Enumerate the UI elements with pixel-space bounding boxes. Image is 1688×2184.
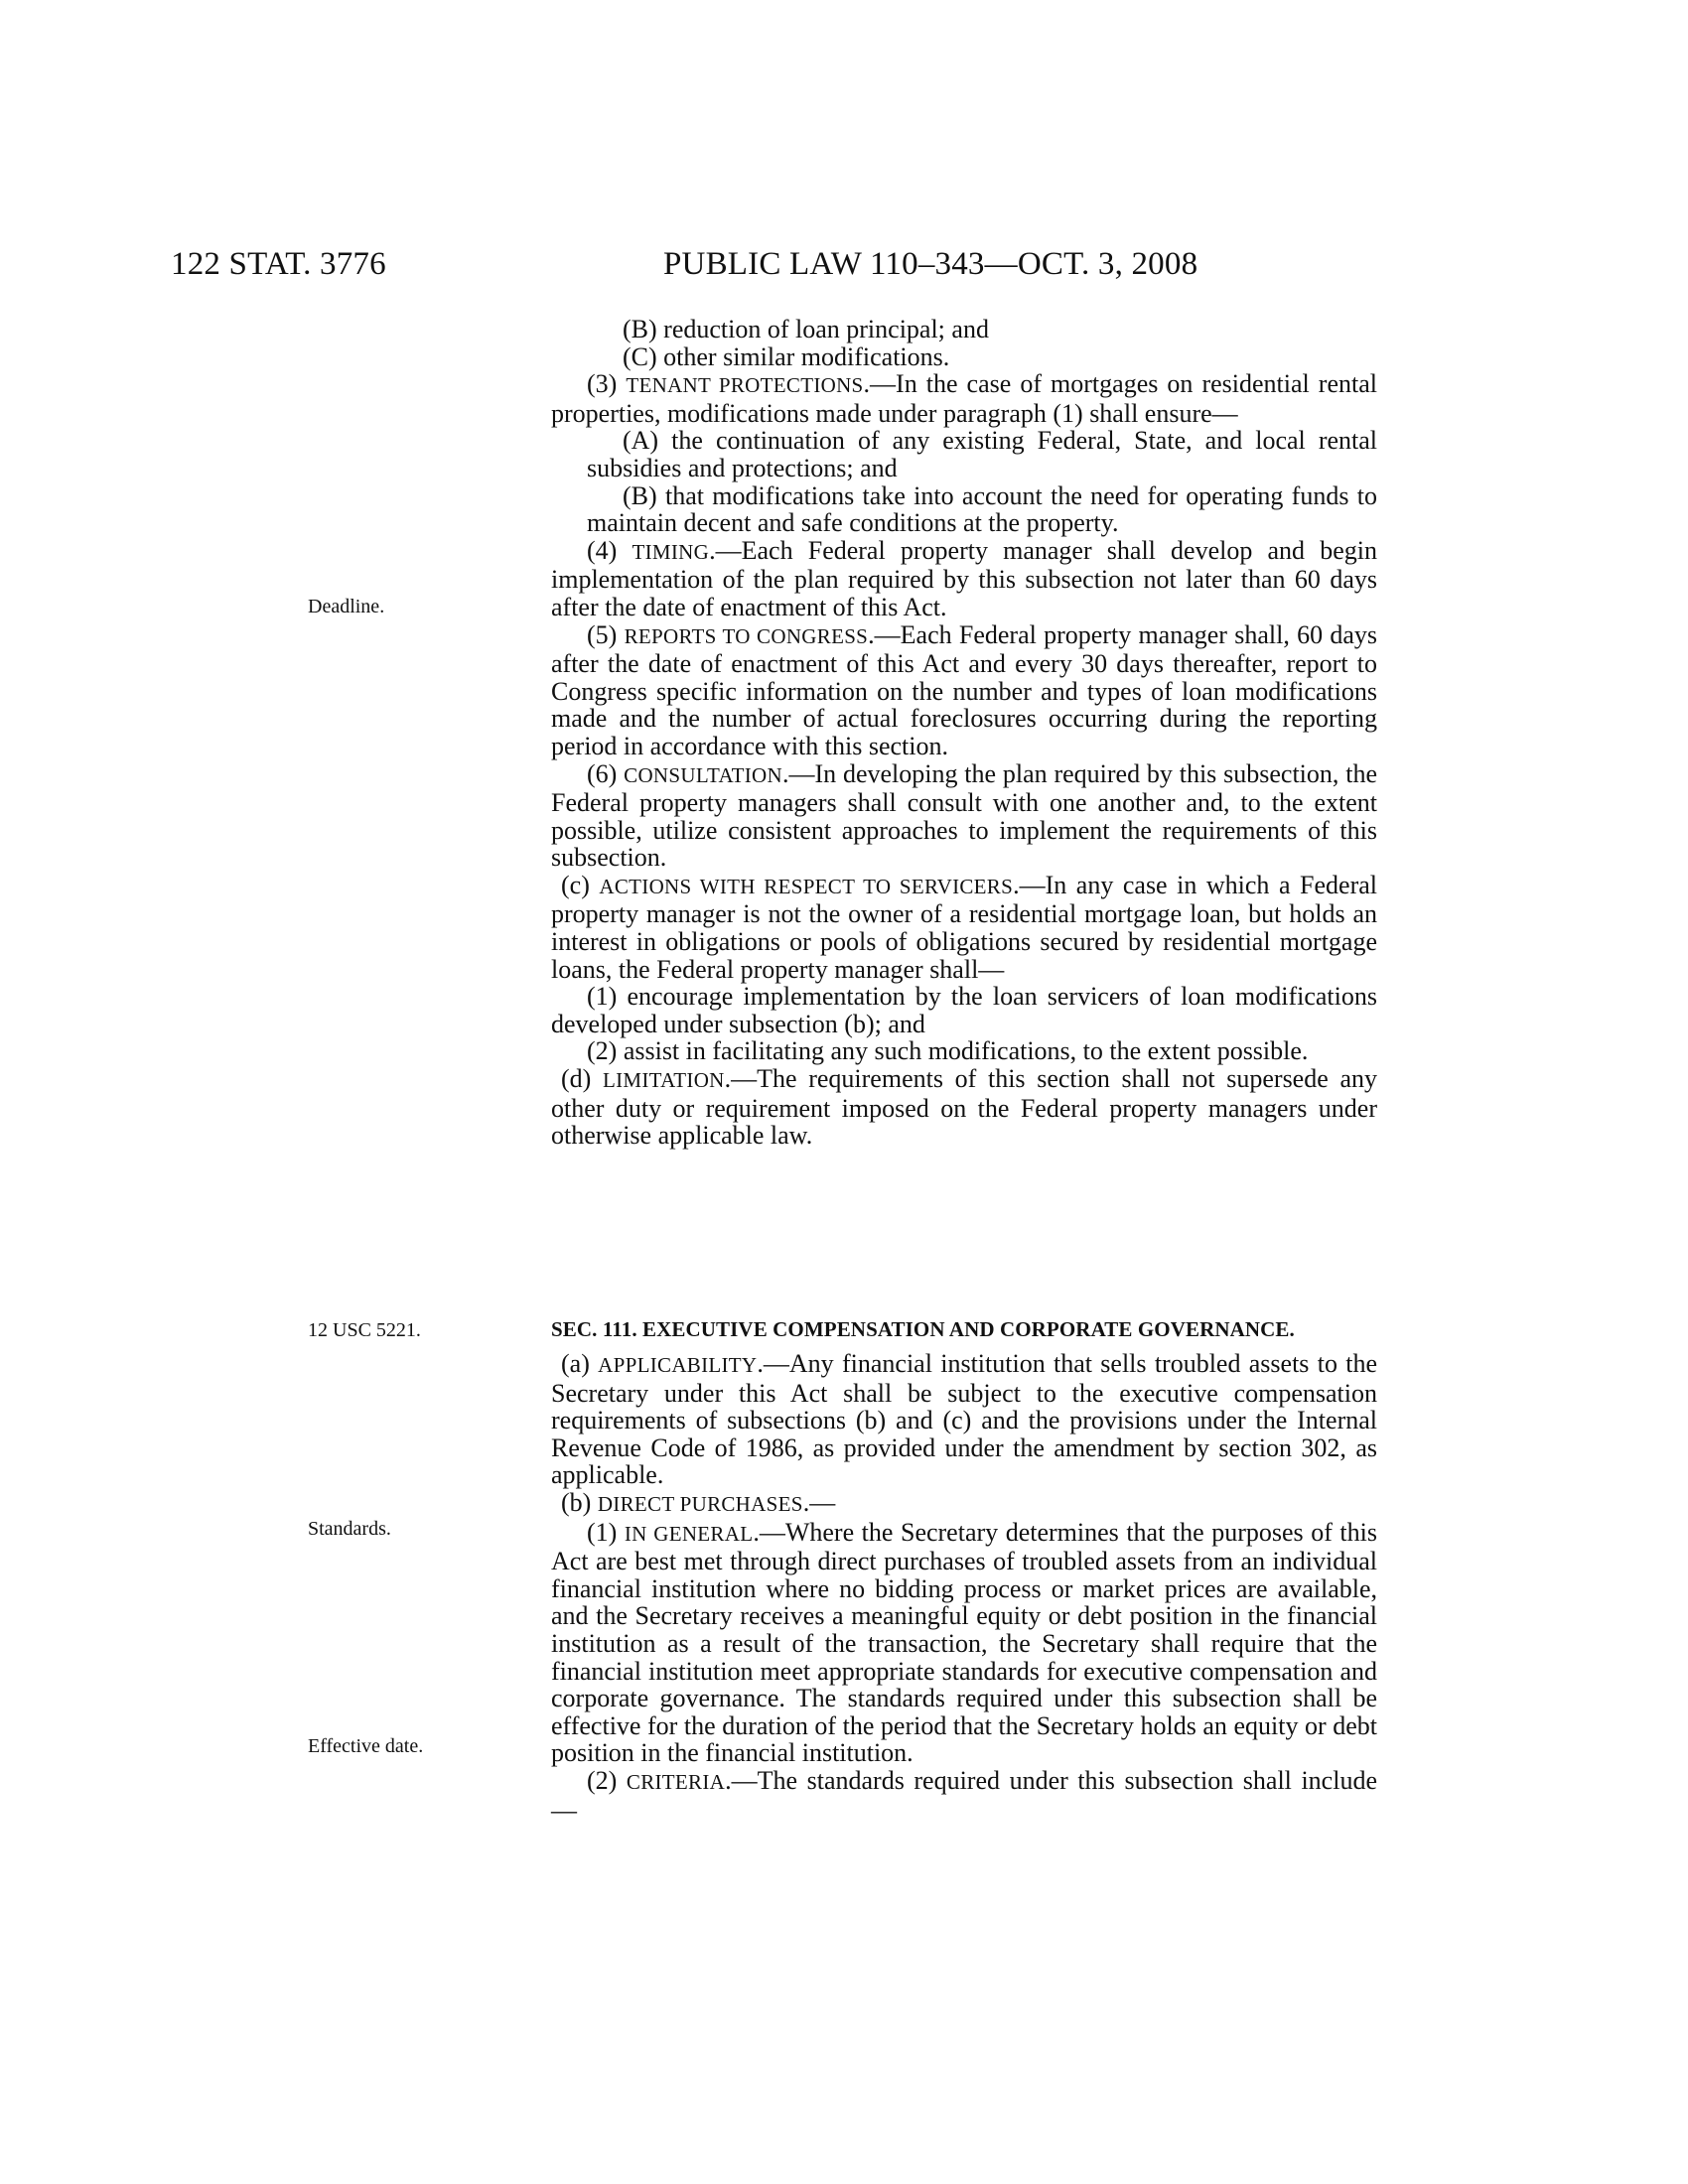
paragraph-heading: CRITERIA <box>626 1769 726 1794</box>
body-text-block-2 <box>551 1350 1377 1824</box>
paragraph-4-timing <box>551 537 1377 621</box>
subsection-a-applicability <box>551 1350 1377 1489</box>
paragraph-heading: CONSULTATION <box>624 762 782 787</box>
paragraph-number: (6) <box>587 758 625 788</box>
margin-note-usc: 12 USC 5221. <box>308 1319 421 1341</box>
subsection-c-servicers <box>551 872 1377 983</box>
paragraph-5-reports <box>551 621 1377 760</box>
body-text-block-1 <box>551 316 1377 1150</box>
subparagraph-3a: (A) the continuation of any existing Federal, State, and local rental subsidies and protections; and <box>587 426 1377 482</box>
paragraph-heading: DIRECT PURCHASES <box>597 1491 803 1516</box>
paragraph-number: (2) <box>587 1765 627 1795</box>
paragraph-number: (4) <box>587 535 633 565</box>
paragraph-c1: (1) encourage implementation by the loan servicers of loan modifications developed under subsection (b); and <box>551 982 1377 1038</box>
paragraph-number: (3) <box>587 369 627 399</box>
subparagraph-c-other: (C) other similar modifications. <box>623 341 950 371</box>
subsection-b-direct-purchases <box>551 1489 1377 1519</box>
paragraph-heading: APPLICABILITY <box>598 1353 758 1377</box>
paragraph-text: .—In developing the plan required by this subsection, the Federal property managers shall consult with one another and, to the extent possible, utilize consistent approaches to implement the requirements of this subsection. <box>551 758 1377 873</box>
margin-note-standards: Standards. <box>308 1518 391 1540</box>
paragraph-text: .— <box>802 1487 836 1517</box>
paragraph-number: (b) <box>561 1487 598 1517</box>
paragraph-3-tenant-protections <box>551 370 1377 427</box>
paragraph-heading: IN GENERAL <box>624 1521 754 1546</box>
subsection-d-limitation <box>551 1065 1377 1150</box>
section-heading: SEC. 111. EXECUTIVE COMPENSATION AND CORPORATE GOVERNANCE. <box>551 1317 1295 1341</box>
paragraph-number: (5) <box>587 619 625 649</box>
paragraph-heading: TENANT PROTECTIONS <box>626 373 864 398</box>
paragraph-text: .—Each Federal property manager shall, 60 days after the date of enactment of this Act and every 30 days thereafter, report to Congress specific information on the number and types of loan modifications made and the number of actual foreclosures occurring during the reporting period in accordance with this section. <box>551 619 1377 760</box>
paragraph-text: .—In any case in which a Federal property manager is not the owner of a residential mortgage loan, but holds an interest in obligations or pools of obligations secured by residential mortgage loans, the Federal property manager shall— <box>551 870 1378 984</box>
paragraph-text: .—In the case of mortgages on residential rental properties, modifications made under paragraph (1) shall ensure— <box>551 369 1377 428</box>
paragraph-number: (a) <box>561 1349 599 1378</box>
paragraph-text: .—The standards required under this subsection shall include— <box>551 1765 1377 1825</box>
paragraph-number: (1) <box>587 1517 625 1547</box>
paragraph-heading: LIMITATION <box>603 1068 725 1093</box>
paragraph-text: .—Any financial institution that sells troubled assets to the Secretary under this Act shall be subject to the executive compensation requirements of subsections (b) and (c) and the provisions under the Internal Revenue Code of 1986, as provided under the amendment by section 302, as applicable. <box>551 1349 1378 1490</box>
margin-note-effective-date: Effective date. <box>308 1735 424 1757</box>
paragraph-b2-criteria <box>551 1767 1377 1824</box>
paragraph-text: .—The requirements of this section shall not supersede any other duty or requirement imposed on the Federal property managers under otherwise applicable law. <box>551 1064 1377 1151</box>
paragraph-heading: TIMING <box>632 539 710 564</box>
paragraph-number: (c) <box>561 870 600 899</box>
paragraph-6-consultation <box>551 760 1377 872</box>
paragraph-b1-in-general <box>551 1519 1377 1767</box>
running-header: PUBLIC LAW 110–343—OCT. 3, 2008 <box>663 246 1198 282</box>
paragraph-text: .—Where the Secretary determines that the purposes of this Act are best met through direct purchases of troubled assets from an individual financial institution where no bidding process or market prices are available, and the Secretary receives a meaningful equity or debt position in the financial institution as a result of the transaction, the Secretary shall require that the financial institution meet appropriate standards for executive compensation and corporate governance. The standards required under this subsection shall be effective for the duration of the period that the Secretary holds an equity or debt position in the financial institution. <box>551 1517 1377 1768</box>
page-number-header: 122 STAT. 3776 <box>171 246 386 282</box>
subparagraph-3b: (B) that modifications take into account the need for operating funds to maintain decent and safe conditions at the property. <box>587 480 1377 538</box>
margin-note-deadline: Deadline. <box>308 596 385 617</box>
paragraph-heading: ACTIONS WITH RESPECT TO SERVICERS <box>599 874 1014 898</box>
paragraph-number: (d) <box>561 1064 603 1094</box>
paragraph-text: .—Each Federal property manager shall develop and begin implementation of the plan required by this subsection not later than 60 days after the date of enactment of this Act. <box>551 535 1377 621</box>
subparagraph-b-reduction: (B) reduction of loan principal; and <box>623 315 989 343</box>
paragraph-c2: (2) assist in facilitating any such modifications, to the extent possible. <box>587 1036 1309 1066</box>
paragraph-heading: REPORTS TO CONGRESS <box>624 623 869 648</box>
